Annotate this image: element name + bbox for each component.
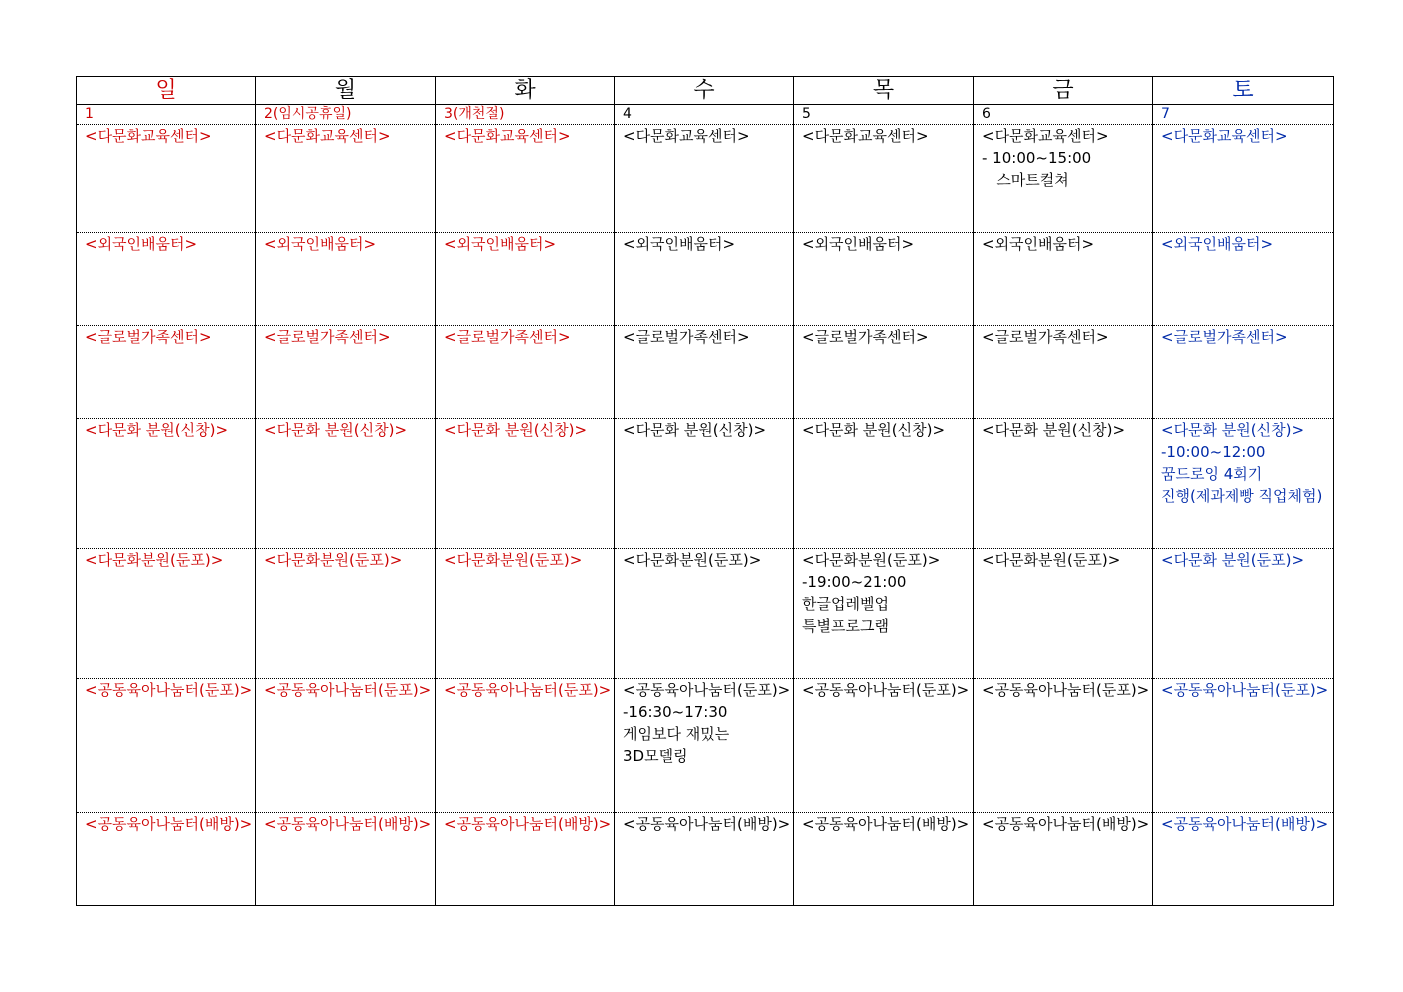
- program-title: <다문화교육센터>: [623, 127, 750, 145]
- program-title: <글로벌가족센터>: [85, 328, 212, 346]
- schedule-cell: [1153, 679, 1334, 813]
- program-title: <다문화교육센터>: [982, 127, 1109, 145]
- program-title: <외국인배움터>: [264, 235, 377, 253]
- schedule-cell: [77, 419, 256, 549]
- weekday-header: 목: [794, 77, 974, 105]
- program-title: <글로벌가족센터>: [982, 328, 1109, 346]
- program-title: <공동육아나눔터(배방)>: [85, 815, 253, 833]
- date-label: 5: [794, 105, 974, 125]
- program-row: [77, 549, 1334, 679]
- schedule-cell: [794, 233, 974, 326]
- schedule-cell: [256, 326, 436, 419]
- schedule-cell: [974, 813, 1153, 906]
- program-detail: -16:30~17:30 게임보다 재밌는 3D모델링: [623, 703, 730, 765]
- schedule-cell: [256, 419, 436, 549]
- program-title: <공동육아나눔터(둔포)>: [85, 681, 253, 699]
- schedule-cell: [794, 419, 974, 549]
- date-label: 7: [1153, 105, 1334, 125]
- date-label: 6: [974, 105, 1153, 125]
- program-row: [77, 813, 1334, 906]
- schedule-cell: [794, 549, 974, 679]
- program-title: <글로벌가족센터>: [623, 328, 750, 346]
- schedule-cell: [974, 549, 1153, 679]
- program-title: <공동육아나눔터(배방)>: [264, 815, 432, 833]
- schedule-cell: [974, 233, 1153, 326]
- monthly-schedule-table: [76, 76, 1334, 906]
- program-title: <다문화분원(둔포)>: [802, 551, 941, 569]
- schedule-cell: [77, 549, 256, 679]
- program-title: <공동육아나눔터(배방)>: [1161, 815, 1329, 833]
- program-row: [77, 679, 1334, 813]
- program-row: [77, 419, 1334, 549]
- program-row: [77, 326, 1334, 419]
- program-title: <공동육아나눔터(배방)>: [982, 815, 1150, 833]
- schedule-cell: [256, 125, 436, 233]
- schedule-cell: [1153, 125, 1334, 233]
- program-title: <다문화분원(둔포)>: [982, 551, 1121, 569]
- weekday-header: 토: [1153, 77, 1334, 105]
- schedule-cell: [794, 679, 974, 813]
- program-title: <외국인배움터>: [85, 235, 198, 253]
- program-title: <공동육아나눔터(둔포)>: [802, 681, 970, 699]
- schedule-cell: [436, 813, 615, 906]
- schedule-cell: [77, 326, 256, 419]
- date-label: 2(임시공휴일): [256, 105, 436, 125]
- program-detail: -10:00~12:00 꿈드로잉 4회기 진행(제과제빵 직업체험): [1161, 443, 1323, 505]
- schedule-cell: [256, 549, 436, 679]
- schedule-cell: [1153, 233, 1334, 326]
- schedule-cell: [256, 679, 436, 813]
- program-title: <다문화 분원(신창)>: [1161, 421, 1305, 439]
- schedule-cell: [615, 233, 794, 326]
- program-title: <외국인배움터>: [623, 235, 736, 253]
- schedule-cell: [794, 326, 974, 419]
- program-title: <다문화 분원(신창)>: [444, 421, 588, 439]
- schedule-cell: [436, 125, 615, 233]
- program-title: <다문화분원(둔포)>: [444, 551, 583, 569]
- schedule-cell: [615, 549, 794, 679]
- program-title: <공동육아나눔터(배방)>: [444, 815, 612, 833]
- program-title: <공동육아나눔터(둔포)>: [982, 681, 1150, 699]
- program-detail: - 10:00~15:00 스마트컬쳐: [982, 149, 1092, 189]
- date-row: [77, 105, 1334, 125]
- schedule-cell: [974, 326, 1153, 419]
- program-title: <다문화분원(둔포)>: [85, 551, 224, 569]
- program-title: <외국인배움터>: [1161, 235, 1274, 253]
- schedule-cell: [1153, 326, 1334, 419]
- schedule-cell: [974, 125, 1153, 233]
- schedule-cell: [615, 679, 794, 813]
- program-title: <공동육아나눔터(배방)>: [802, 815, 970, 833]
- schedule-cell: [794, 813, 974, 906]
- schedule-cell: [77, 679, 256, 813]
- schedule-cell: [974, 419, 1153, 549]
- program-title: <외국인배움터>: [982, 235, 1095, 253]
- schedule-cell: [77, 125, 256, 233]
- program-title: <공동육아나눔터(둔포)>: [623, 681, 791, 699]
- program-title: <공동육아나눔터(둔포)>: [444, 681, 612, 699]
- program-title: <글로벌가족센터>: [264, 328, 391, 346]
- schedule-cell: [1153, 419, 1334, 549]
- program-row: [77, 125, 1334, 233]
- schedule-cell: [1153, 549, 1334, 679]
- program-title: <다문화 분원(둔포)>: [1161, 551, 1305, 569]
- schedule-cell: [615, 813, 794, 906]
- program-title: <글로벌가족센터>: [802, 328, 929, 346]
- program-title: <다문화교육센터>: [85, 127, 212, 145]
- schedule-cell: [615, 419, 794, 549]
- weekday-header-row: [77, 77, 1334, 105]
- program-title: <다문화교육센터>: [802, 127, 929, 145]
- program-title: <다문화 분원(신창)>: [85, 421, 229, 439]
- program-title: <공동육아나눔터(배방)>: [623, 815, 791, 833]
- date-label: 1: [77, 105, 256, 125]
- weekday-header: 일: [77, 77, 256, 105]
- schedule-cell: [1153, 813, 1334, 906]
- schedule-cell: [974, 679, 1153, 813]
- weekday-header: 월: [256, 77, 436, 105]
- program-title: <다문화교육센터>: [264, 127, 391, 145]
- schedule-cell: [77, 813, 256, 906]
- program-title: <다문화 분원(신창)>: [982, 421, 1126, 439]
- schedule-cell: [256, 813, 436, 906]
- program-title: <다문화 분원(신창)>: [264, 421, 408, 439]
- program-title: <글로벌가족센터>: [1161, 328, 1288, 346]
- schedule-cell: [794, 125, 974, 233]
- schedule-cell: [436, 419, 615, 549]
- program-title: <공동육아나눔터(둔포)>: [1161, 681, 1329, 699]
- program-title: <다문화분원(둔포)>: [264, 551, 403, 569]
- weekday-header: 금: [974, 77, 1153, 105]
- weekday-header: 화: [436, 77, 615, 105]
- schedule-cell: [256, 233, 436, 326]
- schedule-cell: [77, 233, 256, 326]
- schedule-cell: [615, 125, 794, 233]
- schedule-cell: [436, 233, 615, 326]
- program-title: <다문화 분원(신창)>: [802, 421, 946, 439]
- schedule-cell: [436, 549, 615, 679]
- program-title: <다문화 분원(신창)>: [623, 421, 767, 439]
- date-label: 4: [615, 105, 794, 125]
- program-title: <외국인배움터>: [444, 235, 557, 253]
- program-row: [77, 233, 1334, 326]
- program-title: <다문화분원(둔포)>: [623, 551, 762, 569]
- schedule-cell: [436, 326, 615, 419]
- date-label: 3(개천절): [436, 105, 615, 125]
- schedule-cell: [436, 679, 615, 813]
- program-title: <외국인배움터>: [802, 235, 915, 253]
- schedule-cell: [615, 326, 794, 419]
- weekday-header: 수: [615, 77, 794, 105]
- program-title: <다문화교육센터>: [444, 127, 571, 145]
- program-title: <다문화교육센터>: [1161, 127, 1288, 145]
- program-detail: -19:00~21:00 한글업레벨업 특별프로그램: [802, 573, 907, 635]
- program-title: <글로벌가족센터>: [444, 328, 571, 346]
- program-title: <공동육아나눔터(둔포)>: [264, 681, 432, 699]
